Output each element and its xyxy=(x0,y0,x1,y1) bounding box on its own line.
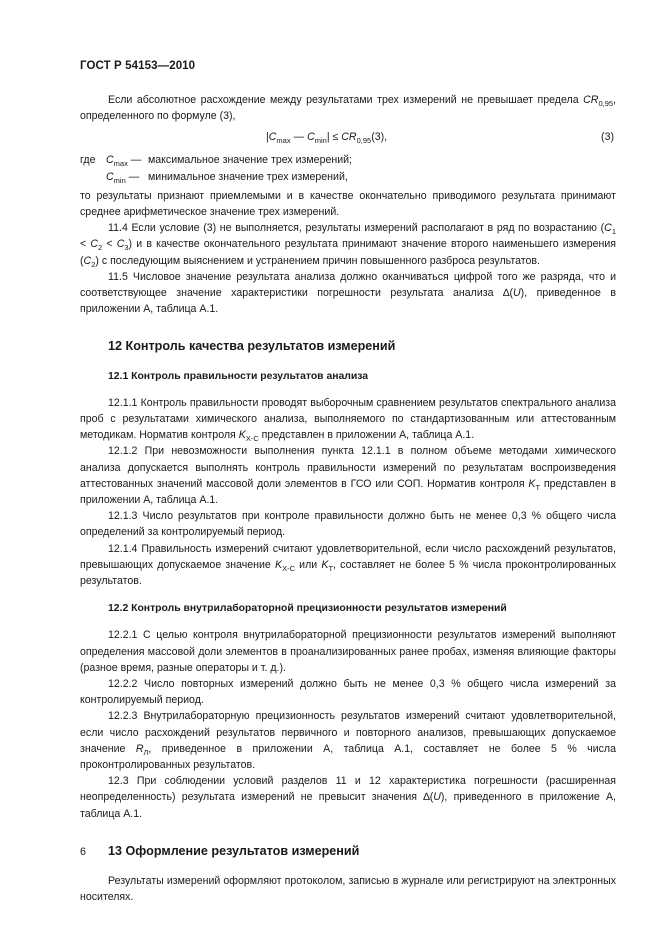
formula-3 xyxy=(80,126,616,148)
paragraph-11-5: 11.5 Числовое значение результата анализа должно оканчиваться цифрой того же разряда, что и соответствующее значение характеристики погрешности результата анализа ∆(U), приведенное в приложении А, таблица А.1. xyxy=(80,270,616,316)
paragraph-12-2-2: 12.2.2 Число повторных измерений должно быть не менее 0,3 % общего числа измерений за контролируемый период. xyxy=(80,678,616,707)
where-cmax: где $C_{max}$ — максимальное значение трех измерений; xyxy=(80,154,352,169)
paragraph-13: Результаты измерений оформляют протоколом, записью в журнале или регистрируют на электронных носителях. xyxy=(80,875,616,904)
paragraph-12-2-3: 12.2.3 Внутрилабораторную прецизионность результатов измерений считают удовлетворительной, если число расхождений результатов первичного и повторного анализов, превышающих допускаемое значение $R_Л$, приведенное в приложении А, таблица А.1, составляет не более 5 % числа проконтролированных результатов. xyxy=(80,710,616,772)
section-13-heading: 13 Оформление результатов измерений xyxy=(108,843,360,858)
standard-header: ГОСТ Р 54153—2010 xyxy=(80,60,196,72)
paragraph-result: то результаты признают приемлемыми и в качестве окончательно приводимого результата принимают среднее арифметическое значение трех измерений. xyxy=(80,189,616,218)
formula-expression: $|C_{max}$ — $C_{min}| \le CR_{0,95}(3)$, xyxy=(266,131,388,146)
paragraph-12-2-1: 12.2.1 С целью контроля внутрилабораторной прецизионности результатов измерений выполняют определения массовой доли элементов в проанализированных ранее пробах, изменяя влияющие факторы (разное время, разные операторы и т. д.). xyxy=(80,629,616,674)
paragraph-12-3: 12.3 При соблюдении условий разделов 11 и 12 характеристика погрешности (расширенная неопределенность) результата измерений не превысит значения ∆(U), приведенного в приложение А, таблица А.1. xyxy=(80,775,616,820)
paragraph-12-1-4: 12.1.4 Правильность измерений считают удовлетворительной, если число расхождений результатов, превышающих допускаемое значение $K_{Х-С}$ или $K_Т$, составляет не более 5 % числа проконтролированных результатов. xyxy=(80,542,616,588)
subsection-12-1-heading: 12.1 Контроль правильности результатов анализа xyxy=(108,370,369,382)
formula-number: (3) xyxy=(601,131,614,144)
where-cmin: $C_{min}$ — минимальное значение трех измерений, xyxy=(106,170,348,185)
paragraph-12-1-3: 12.1.3 Число результатов при контроле правильности должно быть не менее 0,3 % общего числа определений за контролируемый период. xyxy=(80,510,616,539)
subsection-12-2-heading: 12.2 Контроль внутрилабораторной прецизионности результатов измерений xyxy=(108,603,507,615)
paragraph-intro: Если абсолютное расхождение между результатами трех измерений не превышает предела $CR_{0,95}$, определенного по формуле (3), xyxy=(80,94,616,123)
section-12-heading: 12 Контроль качества результатов измерений xyxy=(108,339,396,354)
paragraph-12-1-2: 12.1.2 При невозможности выполнения пункта 12.1.1 в полном объеме методами химического анализа допускается выполнять контроль правильности измерений по результатам воспроизведения аттестованных значений массовой доли элементов в ГСО или СОП. Норматив контроля $K_Т$ представлен в приложении А, таблица А.1. xyxy=(80,445,616,507)
document-body xyxy=(80,92,616,906)
page-number: 6 xyxy=(80,846,86,858)
paragraph-11-4: 11.4 Если условие (3) не выполняется, результаты измерений располагают в ряд по возрастанию $(C_1 < C_2 < C_3)$ и в качестве окончательного результата принимают значение второго наименьшего измерения $(C_2)$ с последующим выяснением и устранением причин повышенного разброса результатов. xyxy=(80,222,616,269)
paragraph-12-1-1: 12.1.1 Контроль правильности проводят выборочным сравнением результатов спектрального анализа проб с результатами химического анализа, выполняемого по стандартизованным или аттестованным методикам. Норматив контроля $K_{Х-С}$ представлен в приложении А, таблица А.1. xyxy=(80,396,616,444)
